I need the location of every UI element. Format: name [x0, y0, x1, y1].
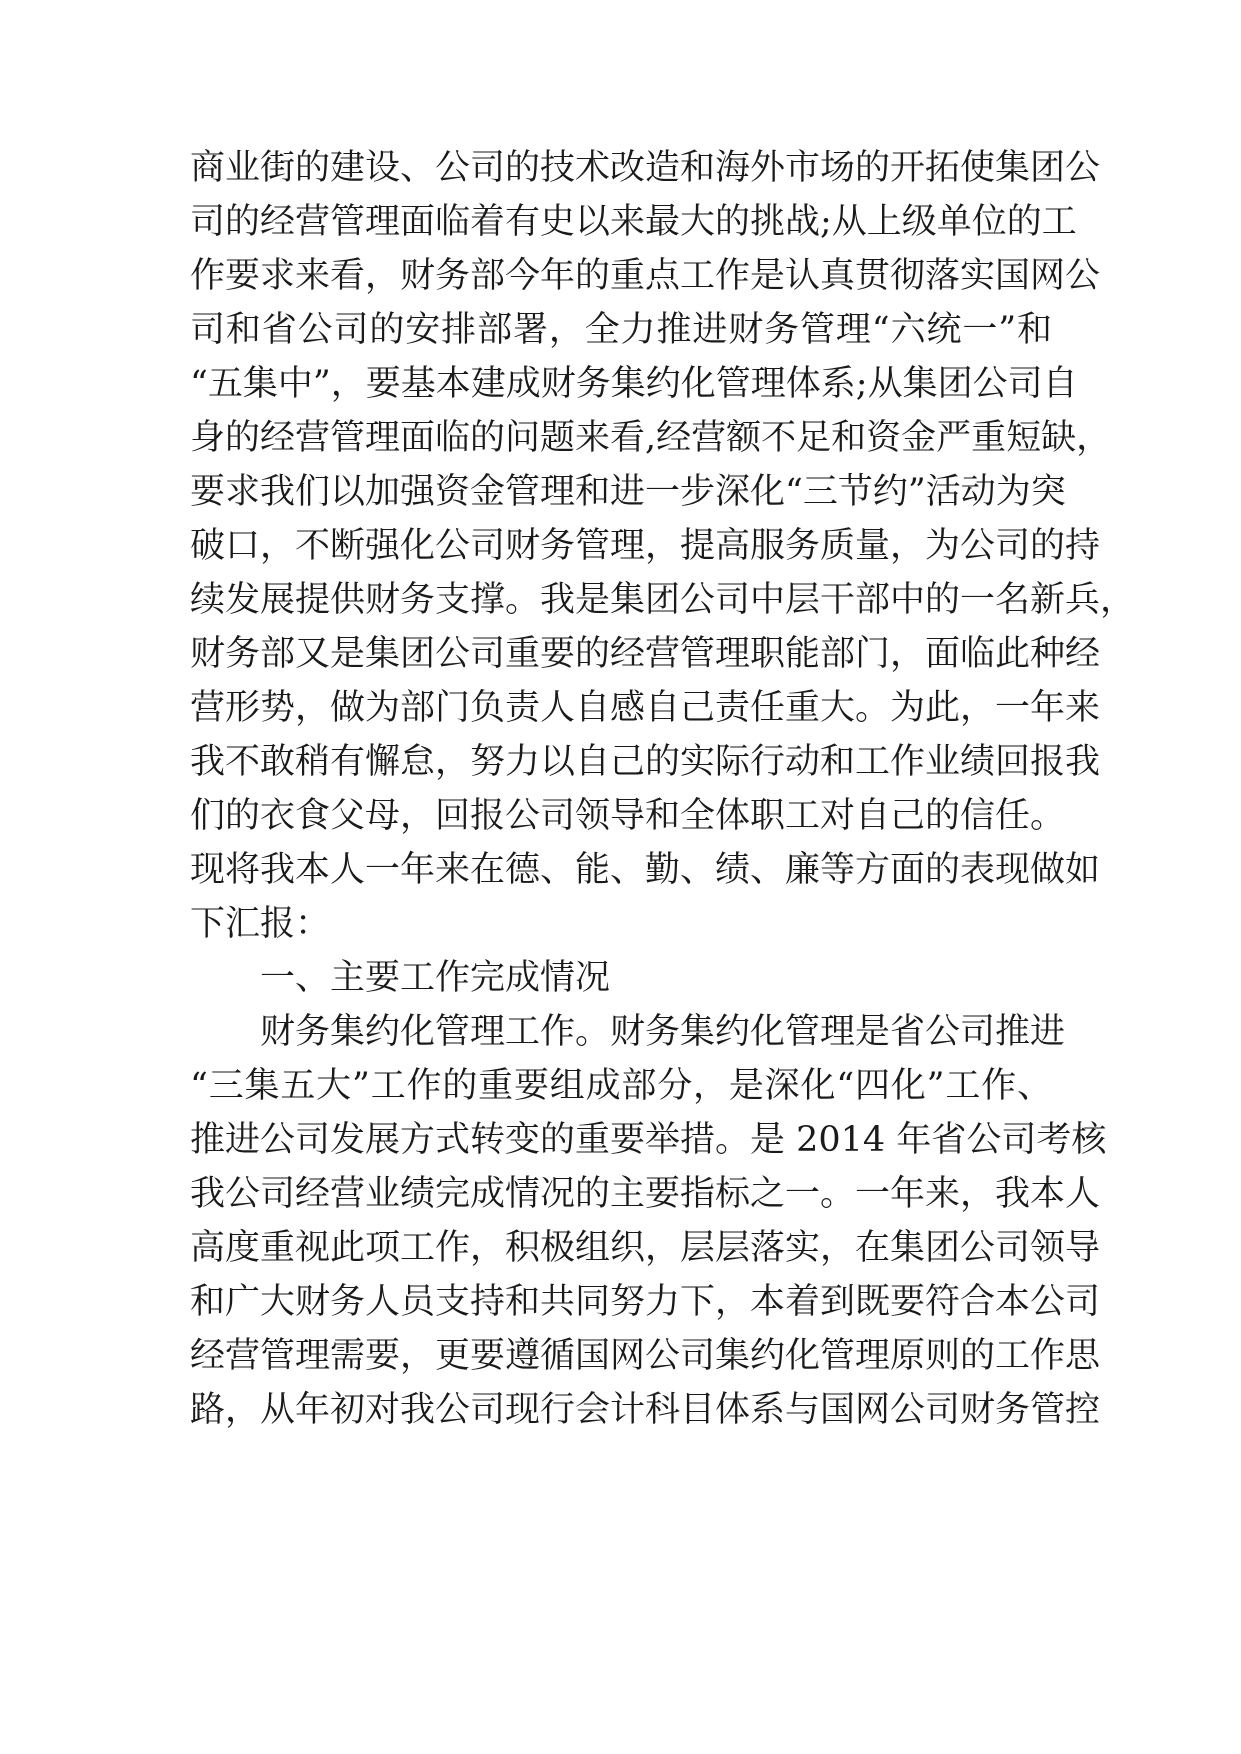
body-text-line: 和广大财务人员支持和共同努力下，本着到既要符合本公司 [190, 1282, 1101, 1322]
body-text-line: 要求我们以加强资金管理和进一步深化“三节约”活动为突 [190, 472, 1066, 512]
body-text-line: 司的经营管理面临着有史以来最大的挑战;从上级单位的工 [190, 202, 1077, 242]
body-text-line: “三集五大”工作的重要组成部分，是深化“四化”工作、 [190, 1066, 1052, 1106]
body-text-line: 作要求来看，财务部今年的重点工作是认真贯彻落实国网公 [190, 256, 1101, 296]
body-text-line: 们的衣食父母，回报公司领导和全体职工对自己的信任。 [190, 796, 1066, 836]
body-text-line: 下汇报： [190, 904, 331, 944]
body-text-line: 路，从年初对我公司现行会计科目体系与国网公司财务管控 [190, 1390, 1101, 1430]
body-text-line: 司和省公司的安排部署，全力推进财务管理“六统一”和 [190, 310, 1052, 350]
body-text-line: 现将我本人一年来在德、能、勤、绩、廉等方面的表现做如 [190, 850, 1101, 890]
body-text-line: 续发展提供财务支撑。我是集团公司中层干部中的一名新兵， [190, 580, 1136, 620]
section-heading: 一、主要工作完成情况 [260, 958, 611, 998]
body-text-line: “五集中”，要基本建成财务集约化管理体系;从集团公司自 [190, 364, 1078, 404]
body-text-line: 高度重视此项工作，积极组织，层层落实，在集团公司领导 [190, 1228, 1101, 1268]
body-text-line: 身的经营管理面临的问题来看,经营额不足和资金严重短缺， [190, 418, 1112, 458]
body-text-line: 营形势，做为部门负责人自感自己责任重大。为此，一年来 [190, 688, 1101, 728]
body-text-line: 财务部又是集团公司重要的经营管理职能部门，面临此种经 [190, 634, 1101, 674]
body-text-line: 破口，不断强化公司财务管理，提高服务质量，为公司的持 [190, 526, 1101, 566]
body-text-line: 我不敢稍有懈怠，努力以自己的实际行动和工作业绩回报我 [190, 742, 1101, 782]
body-text-line: 经营管理需要，更要遵循国网公司集约化管理原则的工作思 [190, 1336, 1101, 1376]
body-text-line: 我公司经营业绩完成情况的主要指标之一。一年来，我本人 [190, 1174, 1101, 1214]
body-text-line: 推进公司发展方式转变的重要举措。是 2014 年省公司考核 [190, 1120, 1107, 1160]
body-text-line: 商业街的建设、公司的技术改造和海外市场的开拓使集团公 [190, 148, 1101, 188]
paragraph-first-line: 财务集约化管理工作。财务集约化管理是省公司推进 [260, 1012, 1066, 1052]
